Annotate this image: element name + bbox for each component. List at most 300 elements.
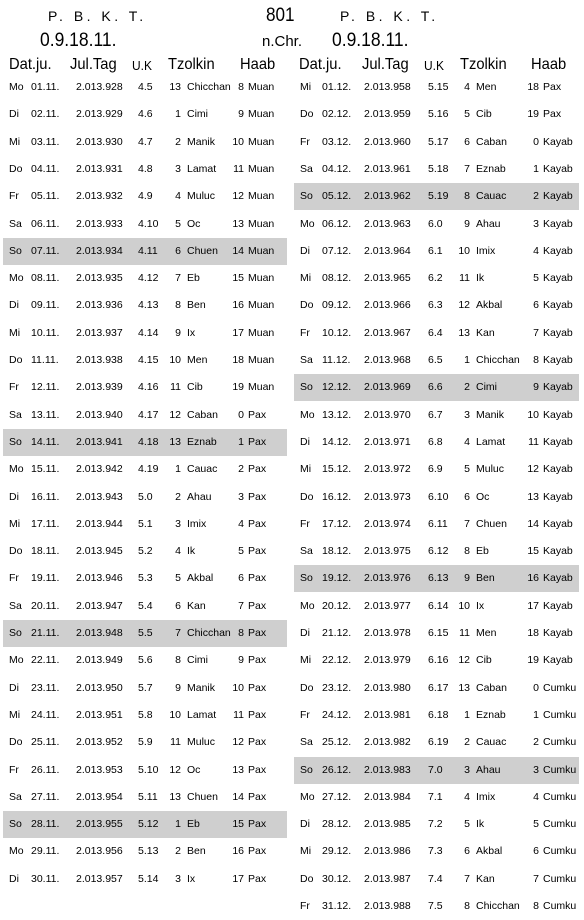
julian-day-number-cell: 2.013.961 bbox=[364, 162, 411, 175]
weekday-cell: Sa bbox=[9, 599, 22, 612]
julian-date-cell: 29.12. bbox=[322, 845, 352, 858]
uk-cell: 4.11 bbox=[138, 244, 158, 257]
haab-number-cell: 13 bbox=[527, 490, 539, 503]
weekday-cell: Mo bbox=[9, 81, 24, 93]
weekday-cell: Mo bbox=[9, 272, 24, 285]
table-row bbox=[3, 565, 287, 592]
uk-cell: 6.14 bbox=[428, 599, 449, 612]
weekday-cell: Di bbox=[9, 108, 19, 121]
haab-name-cell: Muan bbox=[248, 162, 275, 175]
haab-name-cell: Pax bbox=[248, 490, 267, 503]
haab-number-cell: 2 bbox=[533, 736, 539, 749]
haab-number-cell: 2 bbox=[533, 190, 539, 203]
haab-name-cell: Pax bbox=[543, 81, 562, 93]
tzolkin-name-cell: Chicchan bbox=[476, 354, 520, 366]
julian-day-number-cell: 2.013.933 bbox=[76, 217, 123, 230]
uk-cell: 5.12 bbox=[138, 818, 159, 831]
weekday-cell: Fr bbox=[300, 517, 310, 530]
table-row bbox=[294, 675, 579, 702]
haab-number-cell: 5 bbox=[238, 545, 244, 558]
julian-date-cell: 01.12. bbox=[322, 81, 352, 93]
julian-date-cell: 19.12. bbox=[322, 572, 352, 585]
haab-name-cell: Kayab bbox=[543, 299, 573, 312]
weekday-cell: Mo bbox=[9, 463, 24, 476]
haab-number-cell: 8 bbox=[238, 627, 244, 639]
haab-name-cell: Muan bbox=[248, 244, 275, 257]
haab-number-cell: 1 bbox=[533, 708, 539, 721]
uk-cell: 5.0 bbox=[138, 490, 153, 503]
tzolkin-number-cell: 8 bbox=[175, 299, 181, 312]
julian-day-number-cell: 2.013.980 bbox=[364, 681, 411, 694]
tzolkin-name-cell: Chicchan bbox=[187, 81, 231, 93]
table-row bbox=[3, 675, 287, 702]
tzolkin-number-cell: 12 bbox=[458, 299, 470, 312]
tzolkin-name-cell: Men bbox=[476, 627, 497, 639]
haab-number-cell: 19 bbox=[527, 108, 539, 121]
uk-cell: 5.1 bbox=[138, 517, 153, 530]
tzolkin-number-cell: 3 bbox=[175, 872, 181, 885]
tzolkin-number-cell: 13 bbox=[169, 790, 181, 803]
haab-number-cell: 6 bbox=[238, 572, 244, 585]
julian-day-number-cell: 2.013.977 bbox=[364, 599, 411, 612]
weekday-cell: Do bbox=[300, 681, 314, 694]
tzolkin-name-cell: Kan bbox=[187, 599, 206, 612]
right-col-haab: Haab bbox=[531, 56, 567, 73]
tzolkin-number-cell: 7 bbox=[464, 872, 470, 885]
julian-date-cell: 25.11. bbox=[31, 736, 60, 749]
uk-cell: 6.6 bbox=[428, 381, 443, 394]
uk-cell: 6.4 bbox=[428, 326, 443, 339]
table-row bbox=[3, 784, 287, 811]
haab-number-cell: 2 bbox=[238, 463, 244, 476]
haab-name-cell: Kayab bbox=[543, 654, 573, 667]
tzolkin-name-cell: Cauac bbox=[476, 736, 507, 749]
julian-day-number-cell: 2.013.967 bbox=[364, 326, 411, 339]
haab-name-cell: Muan bbox=[248, 81, 275, 93]
tzolkin-number-cell: 8 bbox=[464, 900, 470, 912]
uk-cell: 6.1 bbox=[428, 244, 443, 257]
uk-cell: 6.2 bbox=[428, 272, 443, 285]
uk-cell: 7.5 bbox=[428, 900, 443, 912]
weekday-cell: So bbox=[9, 627, 22, 639]
tzolkin-name-cell: Ahau bbox=[187, 490, 212, 503]
julian-day-number-cell: 2.013.986 bbox=[364, 845, 411, 858]
haab-number-cell: 5 bbox=[533, 818, 539, 831]
weekday-cell: Mo bbox=[300, 217, 315, 230]
right-col-tzolkin: Tzolkin bbox=[460, 56, 507, 73]
julian-day-number-cell: 2.013.953 bbox=[76, 763, 123, 776]
weekday-cell: Do bbox=[300, 872, 314, 885]
table-row bbox=[294, 702, 579, 729]
weekday-cell: Mo bbox=[9, 845, 24, 858]
right-pbkt-label: P. B. K. T. bbox=[340, 8, 439, 24]
tzolkin-name-cell: Imix bbox=[187, 517, 207, 530]
table-row bbox=[3, 211, 287, 238]
tzolkin-number-cell: 12 bbox=[458, 654, 470, 667]
weekday-cell: So bbox=[9, 244, 22, 257]
tzolkin-name-cell: Men bbox=[476, 81, 497, 93]
weekday-cell: Do bbox=[300, 490, 314, 503]
julian-day-number-cell: 2.013.947 bbox=[76, 599, 123, 612]
haab-number-cell: 14 bbox=[527, 517, 539, 530]
julian-date-cell: 02.12. bbox=[322, 108, 352, 121]
tzolkin-number-cell: 4 bbox=[464, 81, 470, 93]
haab-number-cell: 0 bbox=[533, 681, 539, 694]
haab-number-cell: 10 bbox=[232, 135, 244, 148]
julian-day-number-cell: 2.013.963 bbox=[364, 217, 411, 230]
julian-date-cell: 10.12. bbox=[322, 326, 352, 339]
julian-day-number-cell: 2.013.939 bbox=[76, 381, 123, 394]
haab-name-cell: Kayab bbox=[543, 545, 573, 558]
julian-day-number-cell: 2.013.987 bbox=[364, 872, 411, 885]
haab-name-cell: Kayab bbox=[543, 381, 573, 394]
julian-day-number-cell: 2.013.952 bbox=[76, 736, 123, 749]
julian-date-cell: 03.12. bbox=[322, 135, 352, 148]
tzolkin-number-cell: 13 bbox=[169, 81, 181, 93]
haab-number-cell: 0 bbox=[238, 408, 244, 421]
haab-name-cell: Pax bbox=[248, 627, 267, 639]
weekday-cell: Fr bbox=[9, 190, 19, 203]
table-row bbox=[294, 347, 579, 374]
haab-name-cell: Pax bbox=[248, 572, 267, 585]
table-row bbox=[294, 511, 579, 538]
uk-cell: 6.11 bbox=[428, 517, 448, 530]
uk-cell: 5.13 bbox=[138, 845, 159, 858]
uk-cell: 4.15 bbox=[138, 354, 159, 366]
weekday-cell: Do bbox=[9, 162, 23, 175]
weekday-cell: Fr bbox=[9, 763, 19, 776]
julian-day-number-cell: 2.013.956 bbox=[76, 845, 123, 858]
tzolkin-number-cell: 2 bbox=[464, 381, 470, 394]
uk-cell: 5.2 bbox=[138, 545, 153, 558]
table-row bbox=[294, 429, 579, 456]
haab-name-cell: Pax bbox=[248, 654, 267, 667]
julian-date-cell: 01.11. bbox=[31, 81, 60, 93]
weekday-cell: Do bbox=[300, 299, 314, 312]
weekday-cell: So bbox=[300, 763, 313, 776]
table-row bbox=[3, 402, 287, 429]
julian-date-cell: 20.12. bbox=[322, 599, 352, 612]
haab-number-cell: 6 bbox=[533, 845, 539, 858]
table-row bbox=[3, 647, 287, 674]
uk-cell: 4.13 bbox=[138, 299, 159, 312]
haab-name-cell: Pax bbox=[248, 818, 267, 831]
table-row bbox=[3, 866, 287, 893]
julian-day-number-cell: 2.013.936 bbox=[76, 299, 123, 312]
weekday-cell: Mi bbox=[300, 463, 312, 476]
tzolkin-number-cell: 3 bbox=[464, 763, 470, 776]
tzolkin-name-cell: Ben bbox=[187, 845, 206, 858]
uk-cell: 5.9 bbox=[138, 736, 153, 749]
haab-name-cell: Kayab bbox=[543, 217, 573, 230]
tzolkin-name-cell: Ben bbox=[476, 572, 495, 585]
uk-cell: 5.5 bbox=[138, 627, 153, 639]
tzolkin-name-cell: Lamat bbox=[187, 162, 217, 175]
tzolkin-number-cell: 10 bbox=[169, 354, 181, 366]
table-row bbox=[294, 838, 579, 865]
haab-number-cell: 18 bbox=[232, 354, 244, 366]
weekday-cell: Mo bbox=[300, 599, 315, 612]
weekday-cell: Sa bbox=[300, 736, 313, 749]
tzolkin-number-cell: 9 bbox=[175, 681, 181, 694]
julian-day-number-cell: 2.013.957 bbox=[76, 872, 123, 885]
weekday-cell: Mo bbox=[9, 654, 24, 667]
julian-date-cell: 23.11. bbox=[31, 681, 60, 694]
julian-date-cell: 28.12. bbox=[322, 818, 352, 831]
julian-day-number-cell: 2.013.969 bbox=[364, 381, 411, 394]
julian-date-cell: 12.11. bbox=[31, 381, 60, 394]
haab-name-cell: Pax bbox=[248, 408, 267, 421]
table-row bbox=[3, 156, 287, 183]
uk-cell: 4.8 bbox=[138, 162, 153, 175]
table-row bbox=[3, 838, 287, 865]
tzolkin-name-cell: Cib bbox=[187, 381, 203, 394]
tzolkin-name-cell: Ix bbox=[187, 326, 196, 339]
weekday-cell: Sa bbox=[300, 354, 313, 366]
uk-cell: 6.12 bbox=[428, 545, 449, 558]
julian-date-cell: 17.12. bbox=[322, 517, 352, 530]
tzolkin-name-cell: Kan bbox=[476, 326, 495, 339]
tzolkin-number-cell: 4 bbox=[175, 190, 181, 203]
haab-number-cell: 4 bbox=[533, 244, 539, 257]
table-row bbox=[294, 101, 579, 128]
julian-date-cell: 19.11. bbox=[31, 572, 60, 585]
haab-number-cell: 11 bbox=[233, 708, 244, 721]
uk-cell: 5.7 bbox=[138, 681, 153, 694]
table-row bbox=[294, 784, 579, 811]
haab-name-cell: Kayab bbox=[543, 627, 573, 639]
uk-cell: 4.12 bbox=[138, 272, 159, 285]
haab-name-cell: Cumku bbox=[543, 681, 577, 694]
weekday-cell: Do bbox=[9, 354, 23, 366]
julian-date-cell: 08.11. bbox=[31, 272, 60, 285]
tzolkin-name-cell: Akbal bbox=[476, 299, 503, 312]
tzolkin-name-cell: Caban bbox=[476, 135, 507, 148]
haab-number-cell: 17 bbox=[232, 326, 244, 339]
julian-date-cell: 22.12. bbox=[322, 654, 352, 667]
tzolkin-number-cell: 9 bbox=[175, 326, 181, 339]
julian-date-cell: 08.12. bbox=[322, 272, 352, 285]
julian-date-cell: 30.12. bbox=[322, 872, 352, 885]
weekday-cell: Sa bbox=[9, 790, 22, 803]
haab-name-cell: Kayab bbox=[543, 190, 573, 203]
tzolkin-name-cell: Manik bbox=[187, 135, 216, 148]
tzolkin-name-cell: Imix bbox=[476, 790, 496, 803]
haab-number-cell: 9 bbox=[238, 108, 244, 121]
haab-name-cell: Kayab bbox=[543, 572, 573, 585]
tzolkin-number-cell: 3 bbox=[175, 517, 181, 530]
haab-number-cell: 19 bbox=[527, 654, 539, 667]
julian-date-cell: 10.11. bbox=[31, 326, 60, 339]
weekday-cell: Fr bbox=[300, 135, 310, 148]
haab-number-cell: 17 bbox=[232, 872, 244, 885]
julian-day-number-cell: 2.013.965 bbox=[364, 272, 411, 285]
haab-number-cell: 3 bbox=[533, 217, 539, 230]
tzolkin-name-cell: Chicchan bbox=[187, 627, 231, 639]
weekday-cell: Di bbox=[9, 299, 19, 312]
table-row bbox=[294, 292, 579, 319]
haab-name-cell: Cumku bbox=[543, 845, 577, 858]
julian-date-cell: 15.12. bbox=[322, 463, 352, 476]
left-pbkt-label: P. B. K. T. bbox=[48, 8, 147, 24]
haab-number-cell: 3 bbox=[533, 763, 539, 776]
julian-day-number-cell: 2.013.979 bbox=[364, 654, 411, 667]
julian-day-number-cell: 2.013.983 bbox=[364, 763, 411, 776]
haab-name-cell: Muan bbox=[248, 135, 275, 148]
haab-number-cell: 9 bbox=[238, 654, 244, 667]
haab-name-cell: Pax bbox=[248, 736, 267, 749]
tzolkin-name-cell: Cib bbox=[476, 654, 492, 667]
haab-number-cell: 7 bbox=[238, 599, 244, 612]
haab-name-cell: Muan bbox=[248, 108, 275, 121]
weekday-cell: Mi bbox=[9, 708, 21, 721]
tzolkin-number-cell: 11 bbox=[170, 736, 181, 749]
julian-date-cell: 15.11. bbox=[31, 463, 60, 476]
weekday-cell: Sa bbox=[9, 217, 22, 230]
haab-number-cell: 14 bbox=[232, 790, 244, 803]
table-row bbox=[3, 183, 287, 210]
julian-date-cell: 14.12. bbox=[322, 435, 352, 448]
haab-number-cell: 4 bbox=[533, 790, 539, 803]
haab-number-cell: 16 bbox=[232, 299, 244, 312]
left-col-jultag: Jul.Tag bbox=[70, 56, 117, 73]
tzolkin-name-cell: Ik bbox=[476, 818, 485, 831]
julian-day-number-cell: 2.013.964 bbox=[364, 244, 411, 257]
tzolkin-number-cell: 5 bbox=[464, 108, 470, 121]
weekday-cell: Fr bbox=[9, 572, 19, 585]
tzolkin-number-cell: 5 bbox=[464, 463, 470, 476]
julian-date-cell: 21.11. bbox=[31, 627, 60, 639]
uk-cell: 5.19 bbox=[428, 190, 449, 203]
table-row bbox=[294, 647, 579, 674]
julian-date-cell: 11.12. bbox=[322, 354, 351, 366]
julian-day-number-cell: 2.013.931 bbox=[76, 162, 123, 175]
tzolkin-number-cell: 8 bbox=[175, 654, 181, 667]
weekday-cell: Di bbox=[300, 627, 310, 639]
weekday-cell: Do bbox=[9, 736, 23, 749]
julian-date-cell: 27.12. bbox=[322, 790, 352, 803]
tzolkin-number-cell: 4 bbox=[464, 435, 470, 448]
julian-day-number-cell: 2.013.954 bbox=[76, 790, 123, 803]
tzolkin-name-cell: Ahau bbox=[476, 217, 501, 230]
tzolkin-name-cell: Eb bbox=[476, 545, 489, 558]
julian-date-cell: 17.11. bbox=[31, 517, 60, 530]
weekday-cell: Sa bbox=[300, 545, 313, 558]
table-row bbox=[3, 620, 287, 647]
tzolkin-number-cell: 9 bbox=[464, 217, 470, 230]
haab-name-cell: Kayab bbox=[543, 326, 573, 339]
weekday-cell: So bbox=[300, 190, 313, 203]
julian-day-number-cell: 2.013.988 bbox=[364, 900, 411, 912]
julian-day-number-cell: 2.013.951 bbox=[76, 708, 123, 721]
weekday-cell: Mo bbox=[300, 790, 315, 803]
weekday-cell: Do bbox=[9, 545, 23, 558]
tzolkin-number-cell: 1 bbox=[175, 108, 181, 121]
weekday-cell: Mi bbox=[300, 845, 312, 858]
table-row bbox=[294, 211, 579, 238]
tzolkin-number-cell: 8 bbox=[464, 190, 470, 203]
table-row bbox=[294, 320, 579, 347]
haab-number-cell: 5 bbox=[533, 272, 539, 285]
uk-cell: 6.5 bbox=[428, 354, 443, 366]
left-long-count: 0.9.18.11. bbox=[40, 30, 117, 51]
tzolkin-number-cell: 11 bbox=[459, 272, 470, 285]
haab-number-cell: 9 bbox=[533, 381, 539, 394]
haab-name-cell: Kayab bbox=[543, 408, 573, 421]
julian-day-number-cell: 2.013.976 bbox=[364, 572, 411, 585]
julian-date-cell: 06.12. bbox=[322, 217, 352, 230]
julian-date-cell: 04.12. bbox=[322, 162, 352, 175]
julian-day-number-cell: 2.013.981 bbox=[364, 708, 411, 721]
haab-name-cell: Kayab bbox=[543, 244, 573, 257]
tzolkin-number-cell: 12 bbox=[169, 763, 181, 776]
uk-cell: 6.15 bbox=[428, 627, 449, 639]
uk-cell: 7.2 bbox=[428, 818, 443, 831]
weekday-cell: Mi bbox=[300, 654, 312, 667]
tzolkin-name-cell: Oc bbox=[187, 217, 201, 230]
tzolkin-number-cell: 7 bbox=[464, 162, 470, 175]
haab-name-cell: Muan bbox=[248, 326, 275, 339]
tzolkin-number-cell: 9 bbox=[464, 572, 470, 585]
tzolkin-number-cell: 1 bbox=[464, 708, 470, 721]
weekday-cell: Fr bbox=[300, 900, 310, 912]
weekday-cell: Fr bbox=[9, 381, 19, 394]
julian-day-number-cell: 2.013.942 bbox=[76, 463, 123, 476]
haab-name-cell: Pax bbox=[248, 763, 267, 776]
weekday-cell: So bbox=[300, 381, 313, 394]
julian-date-cell: 14.11. bbox=[31, 435, 60, 448]
right-col-uk: U.K bbox=[424, 58, 444, 73]
table-row bbox=[3, 811, 287, 838]
tzolkin-name-cell: Muluc bbox=[476, 463, 505, 476]
uk-cell: 6.9 bbox=[428, 463, 443, 476]
tzolkin-name-cell: Men bbox=[187, 354, 208, 366]
tzolkin-name-cell: Caban bbox=[476, 681, 507, 694]
weekday-cell: Do bbox=[300, 108, 314, 121]
tzolkin-number-cell: 2 bbox=[464, 736, 470, 749]
table-row bbox=[3, 292, 287, 319]
tzolkin-name-cell: Manik bbox=[187, 681, 216, 694]
table-row bbox=[294, 811, 579, 838]
julian-day-number-cell: 2.013.972 bbox=[364, 463, 411, 476]
tzolkin-number-cell: 2 bbox=[175, 845, 181, 858]
haab-number-cell: 0 bbox=[533, 135, 539, 148]
tzolkin-name-cell: Cimi bbox=[187, 654, 208, 667]
tzolkin-name-cell: Cauac bbox=[476, 190, 507, 203]
tzolkin-name-cell: Cauac bbox=[187, 463, 218, 476]
uk-cell: 4.5 bbox=[138, 81, 153, 93]
uk-cell: 4.7 bbox=[138, 135, 153, 148]
julian-day-number-cell: 2.013.974 bbox=[364, 517, 411, 530]
tzolkin-number-cell: 10 bbox=[458, 244, 470, 257]
julian-date-cell: 18.12. bbox=[322, 545, 352, 558]
tzolkin-name-cell: Ix bbox=[476, 599, 485, 612]
julian-date-cell: 21.12. bbox=[322, 627, 352, 639]
haab-name-cell: Kayab bbox=[543, 435, 573, 448]
haab-name-cell: Cumku bbox=[543, 736, 577, 749]
tzolkin-number-cell: 4 bbox=[464, 790, 470, 803]
haab-name-cell: Pax bbox=[248, 790, 267, 803]
tzolkin-name-cell: Ahau bbox=[476, 763, 501, 776]
uk-cell: 7.4 bbox=[428, 872, 443, 885]
table-row bbox=[3, 374, 287, 401]
julian-day-number-cell: 2.013.949 bbox=[76, 654, 123, 667]
tzolkin-number-cell: 3 bbox=[464, 408, 470, 421]
haab-name-cell: Cumku bbox=[543, 872, 577, 885]
table-row bbox=[294, 402, 579, 429]
uk-cell: 4.16 bbox=[138, 381, 159, 394]
haab-name-cell: Kayab bbox=[543, 490, 573, 503]
